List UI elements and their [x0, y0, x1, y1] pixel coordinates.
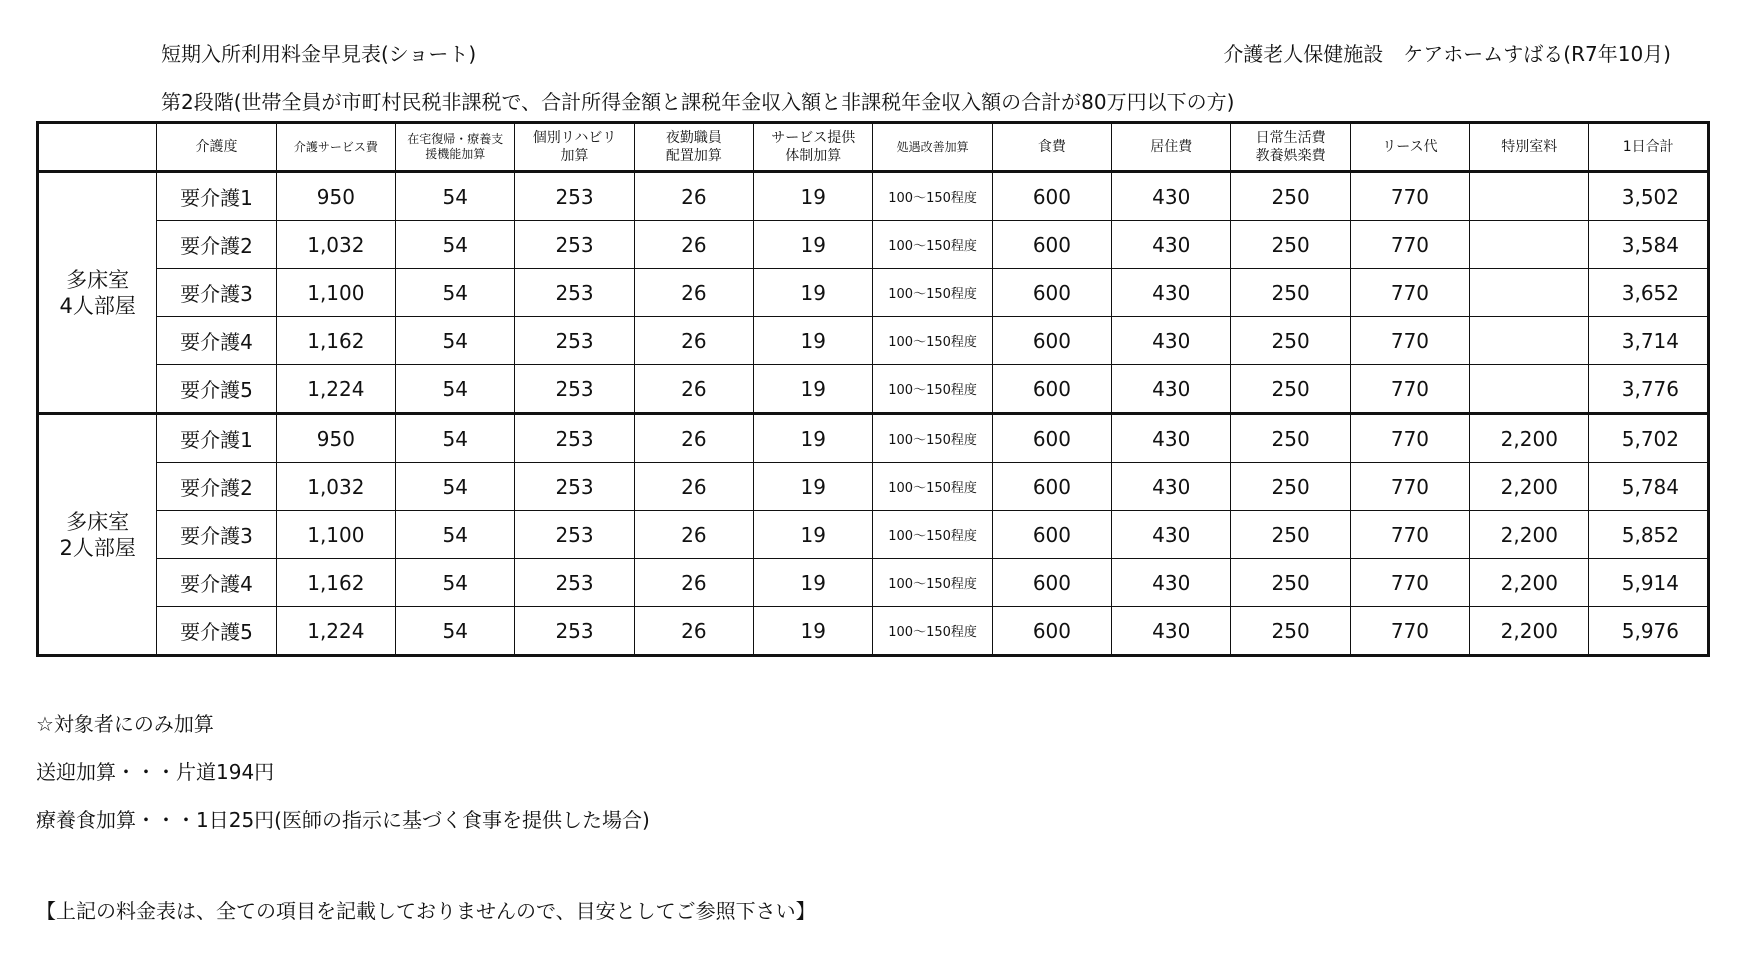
shogu-cell: 100～150程度: [873, 511, 992, 559]
header-cell: 在宅復帰・療養支 援機能加算: [396, 123, 515, 172]
zaitaku-cell: 54: [396, 414, 515, 463]
page-title: 短期入所利用料金早見表(ショート): [161, 42, 477, 66]
note-disclaimer: 【上記の料金表は、全ての項目を記載しておりませんので、目安としてご参照下さい】: [36, 899, 816, 923]
service-system-cell: 19: [754, 511, 873, 559]
service-fee-cell: 1,100: [276, 269, 395, 317]
daily-total-cell: 3,502: [1589, 172, 1709, 221]
stay-cell: 430: [1112, 269, 1231, 317]
daily-cost-cell: 250: [1231, 365, 1350, 414]
special-room-cell: [1470, 172, 1589, 221]
stay-cell: 430: [1112, 221, 1231, 269]
care-level-cell: 要介護5: [157, 365, 276, 414]
care-level-cell: 要介護4: [157, 559, 276, 607]
zaitaku-cell: 54: [396, 559, 515, 607]
special-room-cell: 2,200: [1470, 559, 1589, 607]
care-level-cell: 要介護2: [157, 463, 276, 511]
header-cell: 個別リハビリ 加算: [515, 123, 634, 172]
lease-cell: 770: [1350, 414, 1469, 463]
room-type-cell: 多床室 4人部屋: [38, 172, 157, 414]
daily-total-cell: 5,702: [1589, 414, 1709, 463]
service-fee-cell: 1,224: [276, 365, 395, 414]
food-cell: 600: [992, 559, 1111, 607]
service-system-cell: 19: [754, 365, 873, 414]
special-room-cell: [1470, 317, 1589, 365]
service-system-cell: 19: [754, 172, 873, 221]
care-level-cell: 要介護1: [157, 414, 276, 463]
service-system-cell: 19: [754, 463, 873, 511]
night-staff-cell: 26: [634, 172, 753, 221]
care-level-cell: 要介護5: [157, 607, 276, 656]
lease-cell: 770: [1350, 463, 1469, 511]
zaitaku-cell: 54: [396, 317, 515, 365]
night-staff-cell: 26: [634, 221, 753, 269]
header-cell: 夜勤職員 配置加算: [634, 123, 753, 172]
night-staff-cell: 26: [634, 365, 753, 414]
stay-cell: 430: [1112, 463, 1231, 511]
shogu-cell: 100～150程度: [873, 414, 992, 463]
food-cell: 600: [992, 317, 1111, 365]
food-cell: 600: [992, 365, 1111, 414]
lease-cell: 770: [1350, 221, 1469, 269]
food-cell: 600: [992, 414, 1111, 463]
lease-cell: 770: [1350, 511, 1469, 559]
page-subtitle: 第2段階(世帯全員が市町村民税非課税で、合計所得金額と課税年金収入額と非課税年金収入額の合計が80万円以下の方): [161, 90, 1235, 114]
zaitaku-cell: 54: [396, 221, 515, 269]
header-cell: 介護度: [157, 123, 276, 172]
fee-table-body: [38, 172, 1709, 656]
stay-cell: 430: [1112, 559, 1231, 607]
header-cell: リース代: [1350, 123, 1469, 172]
special-room-cell: [1470, 221, 1589, 269]
food-cell: 600: [992, 463, 1111, 511]
service-fee-cell: 1,224: [276, 607, 395, 656]
daily-cost-cell: 250: [1231, 559, 1350, 607]
room-type-cell: 多床室 2人部屋: [38, 414, 157, 656]
night-staff-cell: 26: [634, 463, 753, 511]
lease-cell: 770: [1350, 559, 1469, 607]
stay-cell: 430: [1112, 607, 1231, 656]
shogu-cell: 100～150程度: [873, 221, 992, 269]
lease-cell: 770: [1350, 365, 1469, 414]
daily-cost-cell: 250: [1231, 269, 1350, 317]
table-row: [38, 269, 1709, 317]
care-level-cell: 要介護3: [157, 511, 276, 559]
food-cell: 600: [992, 172, 1111, 221]
shogu-cell: 100～150程度: [873, 317, 992, 365]
daily-total-cell: 5,976: [1589, 607, 1709, 656]
daily-cost-cell: 250: [1231, 172, 1350, 221]
header-cell: 居住費: [1112, 123, 1231, 172]
daily-total-cell: 5,852: [1589, 511, 1709, 559]
table-row: [38, 511, 1709, 559]
header-cell: 処遇改善加算: [873, 123, 992, 172]
special-room-cell: 2,200: [1470, 414, 1589, 463]
rehab-cell: 253: [515, 414, 634, 463]
food-cell: 600: [992, 511, 1111, 559]
zaitaku-cell: 54: [396, 365, 515, 414]
daily-total-cell: 3,652: [1589, 269, 1709, 317]
shogu-cell: 100～150程度: [873, 559, 992, 607]
rehab-cell: 253: [515, 317, 634, 365]
stay-cell: 430: [1112, 414, 1231, 463]
care-level-cell: 要介護3: [157, 269, 276, 317]
service-system-cell: 19: [754, 607, 873, 656]
header-corner: [38, 123, 157, 172]
table-row: [38, 607, 1709, 656]
night-staff-cell: 26: [634, 317, 753, 365]
daily-total-cell: 5,914: [1589, 559, 1709, 607]
zaitaku-cell: 54: [396, 607, 515, 656]
lease-cell: 770: [1350, 172, 1469, 221]
special-room-cell: 2,200: [1470, 463, 1589, 511]
rehab-cell: 253: [515, 511, 634, 559]
rehab-cell: 253: [515, 172, 634, 221]
shogu-cell: 100～150程度: [873, 269, 992, 317]
rehab-cell: 253: [515, 463, 634, 511]
daily-cost-cell: 250: [1231, 317, 1350, 365]
header-cell: 特別室料: [1470, 123, 1589, 172]
lease-cell: 770: [1350, 607, 1469, 656]
daily-total-cell: 3,714: [1589, 317, 1709, 365]
note-therapeutic-meal: 療養食加算・・・1日25円(医師の指示に基づく食事を提供した場合): [36, 808, 650, 832]
table-row: [38, 365, 1709, 414]
shogu-cell: 100～150程度: [873, 463, 992, 511]
night-staff-cell: 26: [634, 607, 753, 656]
fee-table: [36, 121, 1710, 657]
header-cell: 介護サービス費: [276, 123, 395, 172]
zaitaku-cell: 54: [396, 511, 515, 559]
service-fee-cell: 950: [276, 414, 395, 463]
header-cell: 食費: [992, 123, 1111, 172]
daily-cost-cell: 250: [1231, 221, 1350, 269]
service-fee-cell: 1,032: [276, 221, 395, 269]
shogu-cell: 100～150程度: [873, 172, 992, 221]
special-room-cell: [1470, 365, 1589, 414]
night-staff-cell: 26: [634, 269, 753, 317]
service-fee-cell: 1,100: [276, 511, 395, 559]
stay-cell: 430: [1112, 365, 1231, 414]
stay-cell: 430: [1112, 172, 1231, 221]
header-cell: 1日合計: [1589, 123, 1709, 172]
table-row: [38, 172, 1709, 221]
food-cell: 600: [992, 221, 1111, 269]
daily-total-cell: 5,784: [1589, 463, 1709, 511]
service-system-cell: 19: [754, 559, 873, 607]
note-transport: 送迎加算・・・片道194円: [36, 760, 275, 784]
shogu-cell: 100～150程度: [873, 365, 992, 414]
care-level-cell: 要介護2: [157, 221, 276, 269]
table-row: [38, 414, 1709, 463]
facility-name: 介護老人保健施設 ケアホームすばる(R7年10月): [1223, 42, 1671, 66]
special-room-cell: [1470, 269, 1589, 317]
daily-total-cell: 3,584: [1589, 221, 1709, 269]
note-target-only: ☆対象者にのみ加算: [36, 712, 214, 736]
stay-cell: 430: [1112, 511, 1231, 559]
shogu-cell: 100～150程度: [873, 607, 992, 656]
daily-cost-cell: 250: [1231, 607, 1350, 656]
rehab-cell: 253: [515, 607, 634, 656]
daily-cost-cell: 250: [1231, 414, 1350, 463]
service-system-cell: 19: [754, 317, 873, 365]
table-row: [38, 317, 1709, 365]
rehab-cell: 253: [515, 221, 634, 269]
table-row: [38, 221, 1709, 269]
rehab-cell: 253: [515, 559, 634, 607]
night-staff-cell: 26: [634, 414, 753, 463]
night-staff-cell: 26: [634, 511, 753, 559]
care-level-cell: 要介護1: [157, 172, 276, 221]
care-level-cell: 要介護4: [157, 317, 276, 365]
rehab-cell: 253: [515, 365, 634, 414]
rehab-cell: 253: [515, 269, 634, 317]
daily-total-cell: 3,776: [1589, 365, 1709, 414]
food-cell: 600: [992, 607, 1111, 656]
service-system-cell: 19: [754, 269, 873, 317]
special-room-cell: 2,200: [1470, 511, 1589, 559]
table-row: [38, 559, 1709, 607]
zaitaku-cell: 54: [396, 172, 515, 221]
service-system-cell: 19: [754, 221, 873, 269]
table-row: [38, 463, 1709, 511]
daily-cost-cell: 250: [1231, 463, 1350, 511]
lease-cell: 770: [1350, 269, 1469, 317]
special-room-cell: 2,200: [1470, 607, 1589, 656]
zaitaku-cell: 54: [396, 463, 515, 511]
header-row: [38, 123, 1709, 172]
food-cell: 600: [992, 269, 1111, 317]
night-staff-cell: 26: [634, 559, 753, 607]
service-system-cell: 19: [754, 414, 873, 463]
service-fee-cell: 950: [276, 172, 395, 221]
service-fee-cell: 1,162: [276, 559, 395, 607]
daily-cost-cell: 250: [1231, 511, 1350, 559]
header-cell: 日常生活費 教養娯楽費: [1231, 123, 1350, 172]
service-fee-cell: 1,032: [276, 463, 395, 511]
lease-cell: 770: [1350, 317, 1469, 365]
service-fee-cell: 1,162: [276, 317, 395, 365]
stay-cell: 430: [1112, 317, 1231, 365]
header-cell: サービス提供 体制加算: [754, 123, 873, 172]
zaitaku-cell: 54: [396, 269, 515, 317]
